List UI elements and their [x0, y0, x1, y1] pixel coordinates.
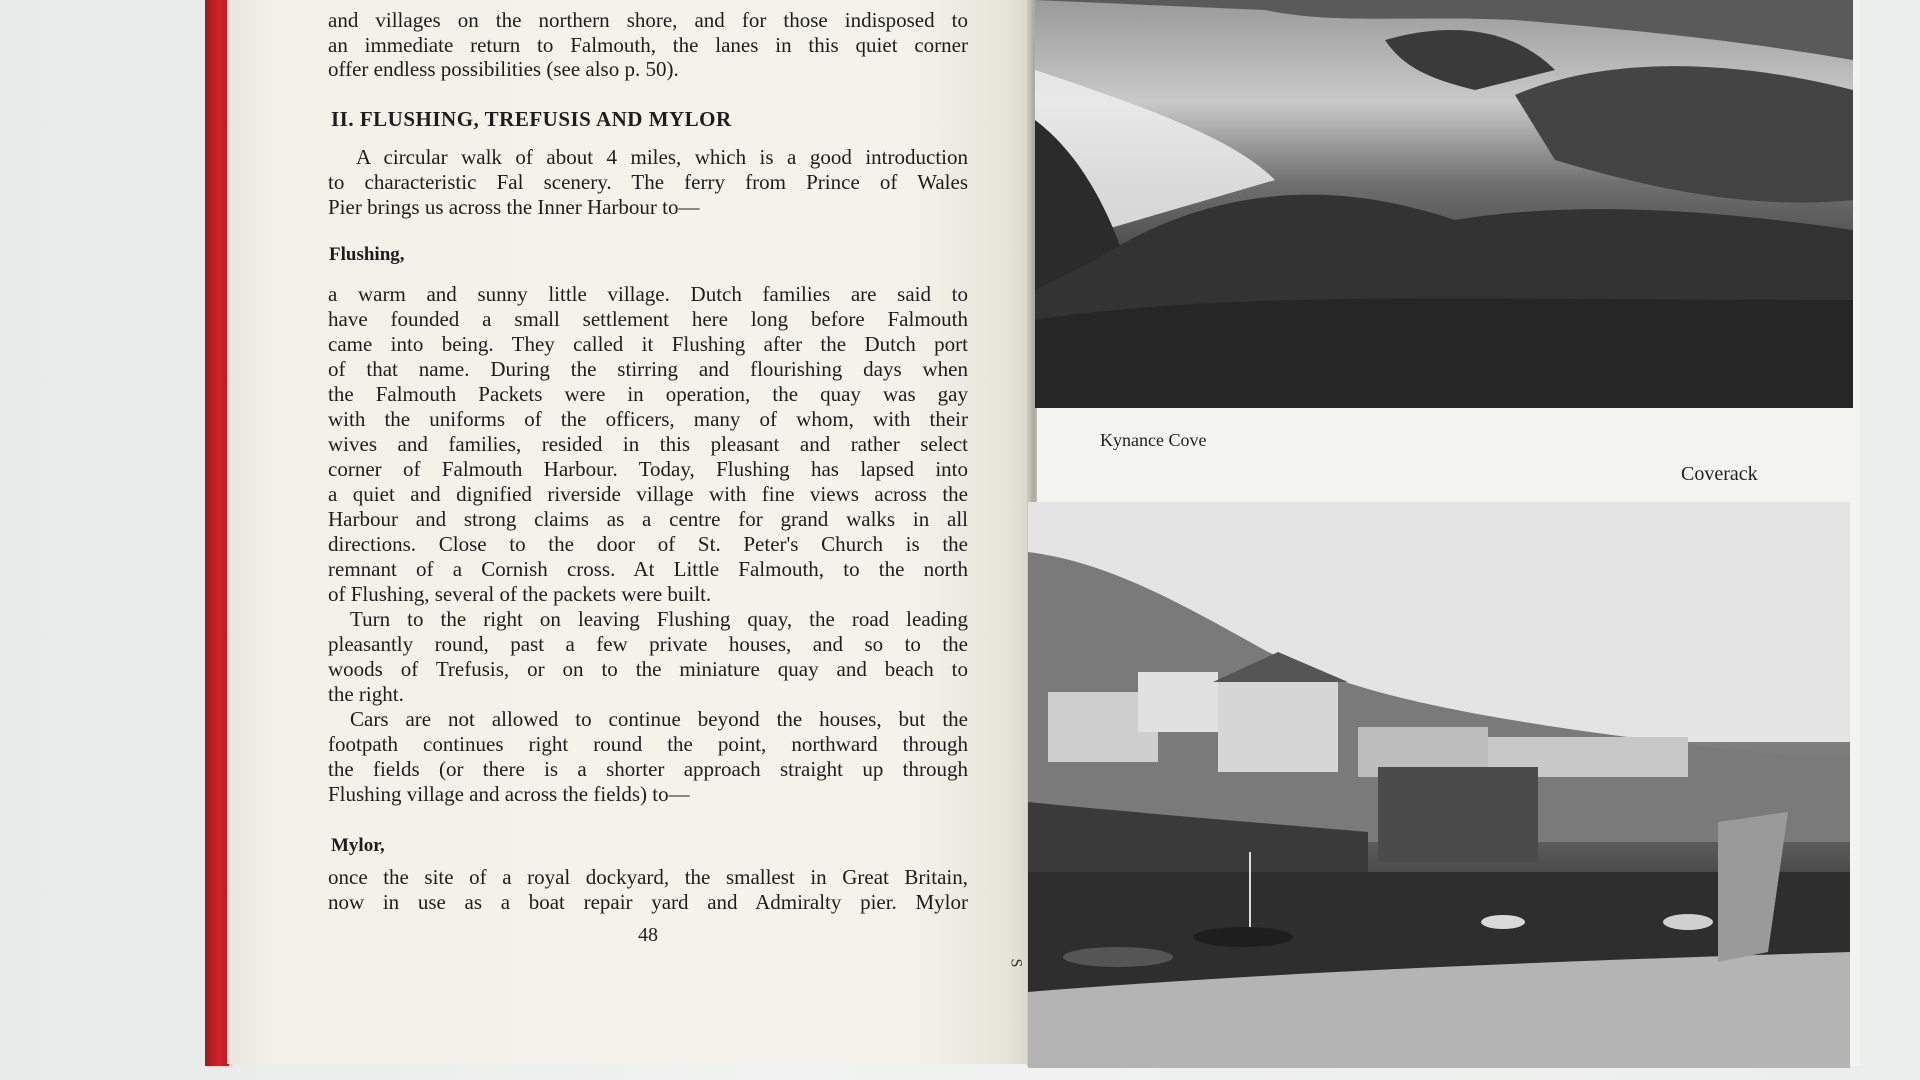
- text-line: A circular walk of about 4 miles, which is a good introduction: [356, 145, 968, 169]
- text-line: an immediate return to Falmouth, the lanes in this quiet corner: [328, 33, 968, 57]
- kynance-cove-photo: [1035, 0, 1853, 408]
- boat-3: [1481, 915, 1525, 929]
- flushing-label: Flushing,: [329, 244, 405, 265]
- text-line: to characteristic Fal scenery. The ferry from Prince of Wales: [328, 170, 968, 194]
- rock-2: [1515, 66, 1853, 202]
- harbour-wall: [1378, 767, 1538, 862]
- text-line: Cars are not allowed to continue beyond the houses, but the: [350, 707, 968, 731]
- text-line: remnant of a Cornish cross. At Little Falmouth, to the north: [328, 557, 968, 581]
- coverack-image: [1028, 502, 1850, 1068]
- text-line: of that name. During the stirring and flourishing days when: [328, 357, 968, 381]
- page-number: 48: [638, 924, 658, 946]
- text-line: now in use as a boat repair yard and Admiralty pier. Mylor: [328, 890, 968, 914]
- text-line: the right.: [328, 682, 404, 706]
- photo-caption-kynance: Kynance Cove: [1100, 430, 1207, 450]
- text-line: pleasantly round, past a few private houses, and so to the: [328, 632, 968, 656]
- text-line: a warm and sunny little village. Dutch families are said to: [328, 282, 968, 306]
- mylor-label: Mylor,: [331, 835, 385, 856]
- kynance-cove-image: [1035, 0, 1853, 408]
- red-cover-edge: [205, 0, 229, 1066]
- section-heading: II. FLUSHING, TREFUSIS AND MYLOR: [331, 107, 732, 131]
- text-line: with the uniforms of the officers, many of whom, with their: [328, 407, 968, 431]
- text-line: and villages on the northern shore, and for those indisposed to: [328, 8, 968, 32]
- text-line: Flushing village and across the fields) to—: [328, 782, 690, 806]
- text-line: came into being. They called it Flushing after the Dutch port: [328, 332, 968, 356]
- text-line: Turn to the right on leaving Flushing quay, the road leading: [350, 607, 968, 631]
- text-line: once the site of a royal dockyard, the smallest in Great Britain,: [328, 865, 968, 889]
- house-2: [1138, 672, 1218, 732]
- text-line: woods of Trefusis, or on to the miniature quay and beach to: [328, 657, 968, 681]
- text-line: Pier brings us across the Inner Harbour to—: [328, 195, 700, 219]
- gutter-mark: S: [1007, 958, 1025, 968]
- text-line: directions. Close to the door of St. Peter's Church is the: [328, 532, 968, 556]
- text-line: corner of Falmouth Harbour. Today, Flushing has lapsed into: [328, 457, 968, 481]
- text-line: have founded a small settlement here long before Falmouth: [328, 307, 968, 331]
- text-line: wives and families, resided in this pleasant and rather select: [328, 432, 968, 456]
- text-line: the Falmouth Packets were in operation, the quay was gay: [328, 382, 968, 406]
- text-line: a quiet and dignified riverside village with fine views across the: [328, 482, 968, 506]
- coverack-photo: [1028, 502, 1850, 1068]
- boat-1: [1193, 927, 1293, 947]
- text-line: footpath continues right round the point, northward through: [328, 732, 968, 756]
- rock-1: [1385, 30, 1555, 90]
- foreground-grass: [1035, 298, 1853, 408]
- text-line: the fields (or there is a shorter approach straight up through: [328, 757, 968, 781]
- text-line: Harbour and strong claims as a centre for grand walks in all: [328, 507, 968, 531]
- house-3: [1218, 682, 1338, 772]
- boat-2: [1063, 947, 1173, 967]
- text-line: of Flushing, several of the packets were built.: [328, 582, 712, 606]
- boat-4: [1663, 914, 1713, 930]
- photo-caption-coverack: Coverack: [1681, 463, 1758, 485]
- text-line: offer endless possibilities (see also p. 50).: [328, 57, 679, 81]
